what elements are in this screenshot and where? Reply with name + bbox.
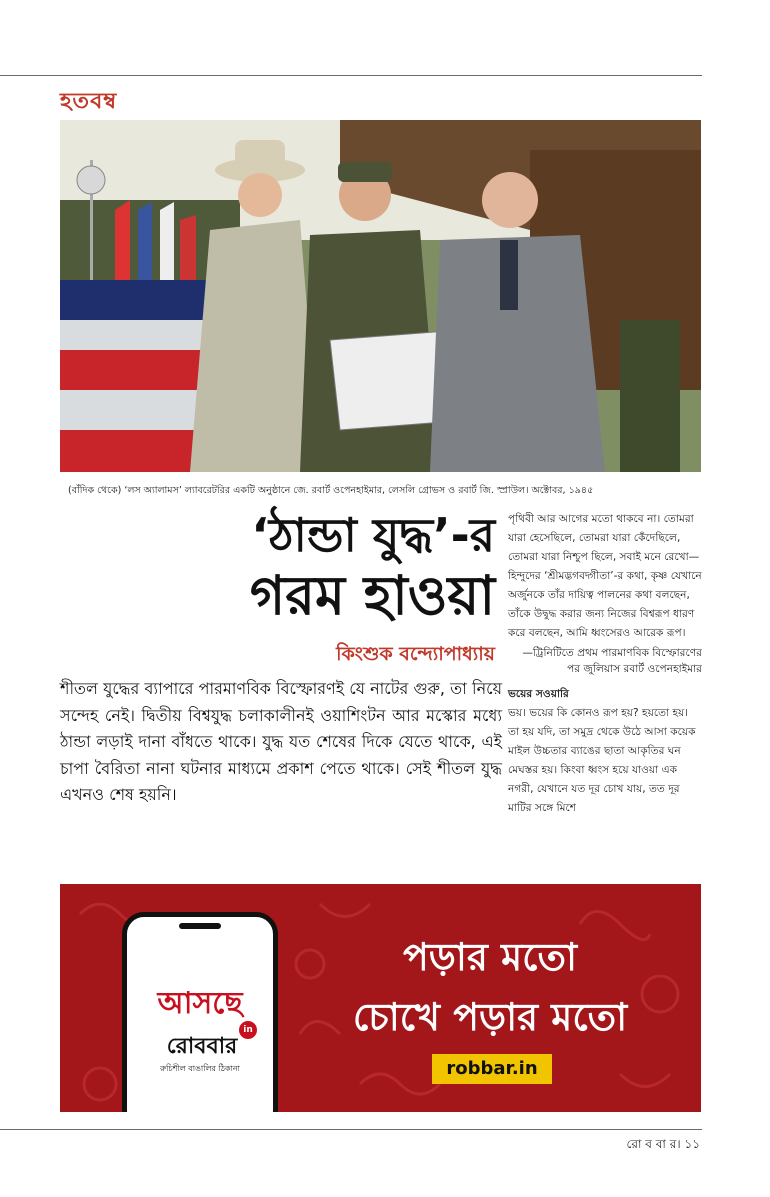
sidebar-attribution: —ট্রিনিটিতে প্রথম পারমাণবিক বিস্ফোরণের পর জুলিয়াস রবার্ট ওপেনহাইমার <box>522 647 702 675</box>
lead-paragraph <box>60 676 502 809</box>
sidebar-quote: পৃথিবী আর আগের মতো থাকবে না। তোমরা যারা হেসেছিলে, তোমরা যারা কেঁদেছিলে, তোমরা যারা নিশ্চুপ ছিলে, সবাই মনে রেখো— হিন্দুদের ‘শ্রীমদ্ভগবদ্গীতা’-র কথা, কৃষ্ণ যেখানে অর্জুনকে তাঁর দায়িত্ব পালনের কথা বলছেন, তাঁকে উদ্বুদ্ধ করার জন্য নিজের বিশ্বরূপ ধারণ করে বলছেন, আমি ধ্বংসেরও আরেক রূপ। <box>508 513 702 639</box>
ad-url-link[interactable]: robbar.in <box>432 1054 552 1084</box>
ad-headline-1: পড়ার মতো <box>403 935 577 979</box>
sidebar-body: ভয়। ভয়ের কি কোনও রূপ হয়? হয়তো হয়। তা হয় যদি, তা সমুদ্র থেকে উঠে আসা কয়েক মাইল উচ্চতার ব্যাঙের ছাতা আকৃতির ঘন মেঘস্তর হয়। কিংবা ধ্বংস হয়ে যাওয়া এক নগরী, যেখানে যত দূর চোখ যায়, তত দূর মাটির সঙ্গে মিশে <box>508 707 696 814</box>
sidebar-subhead: ভয়ের সওয়ারি <box>508 688 569 700</box>
sidebar-column <box>508 510 702 818</box>
ad-tagline: রুচিশীল বাঙালির ঠিকানা <box>160 1064 240 1073</box>
ad-brand-badge: in <box>239 1021 257 1039</box>
photo-caption: (বাঁদিক থেকে) ‘লস অ্যালামস’ ল্যাবরেটরির একটি অনুষ্ঠানে জে. রবার্ট ওপেনহাইমার, লেসলি গ্রোভস ও রবার্ট জি. স্প্রাউল। অক্টোবর, ১৯৪৫ <box>68 485 594 496</box>
top-rule <box>0 75 702 76</box>
phone-mockup <box>122 912 278 1112</box>
lead-text: শীতল যুদ্ধের ব্যাপারে পারমাণবিক বিস্ফোরণই যে নাটের গুরু, তা নিয়ে সন্দেহ নেই। দ্বিতীয় বিশ্বযুদ্ধ চলাকালীনই ওয়াশিংটন আর মস্কোর মধ্যে ঠান্ডা লড়াই দানা বাঁধতে থাকে। যুদ্ধ যত শেষের দিকে যেতে থাকে, এই চাপা বৈরিতা নানা ঘটনার মাধ্যমে প্রকাশ পেতে থাকে। সেই শীতল যুদ্ধ এখনও শেষ হয়নি। <box>60 679 502 804</box>
page-folio: রো ব বা র। ১১ <box>626 1137 700 1151</box>
headline <box>150 506 495 628</box>
headline-line-1: ‘ঠান্ডা যুদ্ধ’-র <box>251 508 495 562</box>
phone-notch <box>179 923 221 929</box>
ad-coming-text: আসছে <box>157 986 243 1021</box>
byline: কিংশুক বন্দ্যোপাধ্যায় <box>336 643 495 665</box>
ad-brand-name: রোববার <box>166 1034 238 1059</box>
event-photo <box>60 120 701 472</box>
section-label: হতবম্ব <box>60 89 118 114</box>
advertisement[interactable] <box>60 884 701 1112</box>
bottom-rule <box>0 1129 702 1130</box>
ad-headline-2: চোখে পড়ার মতো <box>352 995 628 1039</box>
headline-line-2: গরম হাওয়া <box>249 564 495 627</box>
photo-illustration <box>60 120 701 472</box>
